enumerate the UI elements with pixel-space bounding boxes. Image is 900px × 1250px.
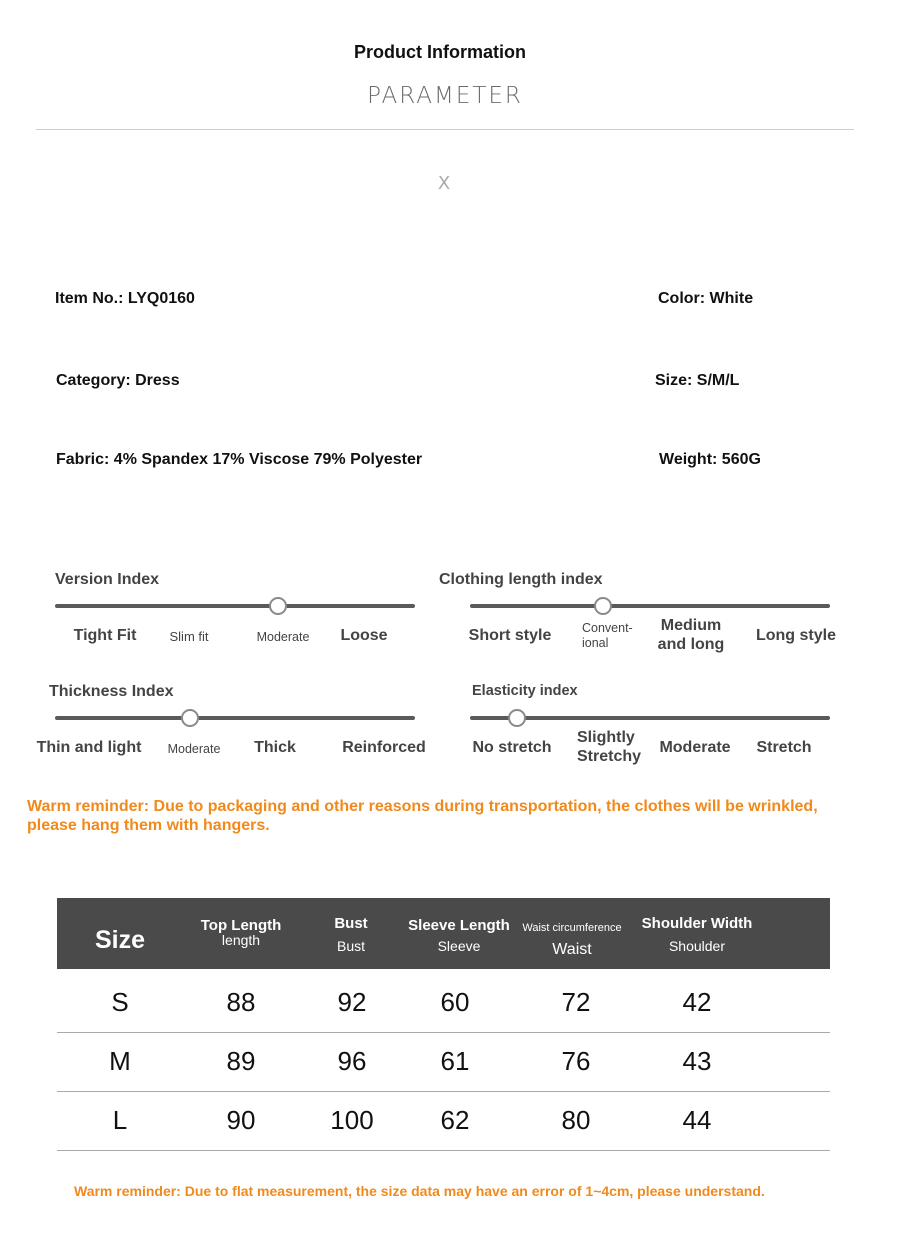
header-waist [517, 918, 627, 960]
clothing-length-index-title: Clothing length index [439, 571, 603, 588]
category-info: Category: Dress [56, 372, 180, 389]
table-row [57, 1091, 830, 1151]
header-top-length [191, 916, 291, 946]
elasticity-index-title: Elasticity index [472, 683, 578, 699]
cell-sleeve: 61 [440, 1046, 470, 1076]
cell-top-length: 89 [226, 1046, 256, 1076]
slider-label: Slightly Stretchy [577, 729, 642, 765]
header-line2: Waist [552, 941, 592, 958]
slider-knob[interactable] [594, 597, 612, 615]
cell-waist: 72 [561, 987, 591, 1017]
header-line2: Sleeve [437, 938, 481, 954]
table-row [57, 973, 830, 1033]
header-line2: Bust [336, 938, 365, 954]
cell-sleeve: 60 [440, 987, 470, 1017]
cell-size: S [111, 987, 129, 1017]
thickness-slider[interactable] [55, 716, 415, 720]
header-shoulder-width [639, 914, 755, 956]
fabric-info: Fabric: 4% Spandex 17% Viscose 79% Polyester [56, 451, 423, 468]
size-info: Size: S/M/L [655, 372, 740, 389]
slider-knob[interactable] [181, 709, 199, 727]
cell-shoulder: 43 [682, 1046, 712, 1076]
slider-knob[interactable] [508, 709, 526, 727]
header-size [80, 926, 160, 955]
clothing-length-slider[interactable] [470, 604, 830, 608]
slider-knob[interactable] [269, 597, 287, 615]
header-line1: Bust [334, 915, 368, 932]
version-index-title: Version Index [55, 571, 160, 588]
header-bust [311, 914, 391, 956]
cell-bust: 100 [330, 1105, 374, 1135]
cell-shoulder: 42 [682, 987, 712, 1017]
slider-label: Convent- ional [582, 621, 633, 650]
header-line2: length [221, 932, 261, 948]
cell-waist: 76 [561, 1046, 591, 1076]
header-line1: Waist circumference [522, 922, 622, 934]
cell-top-length: 88 [226, 987, 256, 1017]
thickness-index-title: Thickness Index [49, 683, 174, 700]
cell-bust: 92 [337, 987, 367, 1017]
item-number: Item No.: LYQ0160 [55, 290, 195, 307]
slider-label: Medium and long [657, 617, 725, 653]
header-line1: Top Length [200, 917, 282, 934]
slider-label: No stretch [472, 739, 552, 756]
size-table-header [57, 898, 830, 969]
slider-label: Reinforced [342, 739, 426, 756]
slider-label: Moderate [167, 742, 221, 756]
slider-label: Slim fit [169, 629, 209, 644]
header-line1: Sleeve Length [408, 917, 510, 934]
header-sleeve-length [406, 916, 512, 956]
measurement-reminder: Warm reminder: Due to flat measurement, the size data may have an error of 1~4cm, please understand. [74, 1183, 765, 1199]
cell-top-length: 90 [226, 1105, 256, 1135]
weight-info: Weight: 560G [659, 451, 761, 468]
slider-label: Stretch [756, 739, 812, 756]
elasticity-slider[interactable] [470, 716, 830, 720]
header-line2: Shoulder [668, 938, 726, 954]
cell-sleeve: 62 [440, 1105, 470, 1135]
version-index-slider[interactable] [55, 604, 415, 608]
slider-label: Thick [254, 739, 296, 756]
slider-label: Moderate [659, 739, 731, 756]
cell-bust: 96 [337, 1046, 367, 1076]
slider-label: Thin and light [36, 739, 142, 756]
header-size-label: Size [94, 926, 146, 954]
close-icon[interactable]: X [437, 173, 451, 194]
color-info: Color: White [658, 290, 754, 307]
packaging-reminder: Warm reminder: Due to packaging and other reasons during transportation, the clothes will be wrinkled, please hang them with hangers. [27, 798, 818, 834]
slider-label: Loose [340, 627, 388, 644]
slider-label: Short style [468, 627, 552, 644]
table-row [57, 1032, 830, 1092]
header-divider [36, 129, 854, 130]
header-line1: Shoulder Width [641, 915, 753, 932]
cell-shoulder: 44 [682, 1105, 712, 1135]
cell-size: L [112, 1105, 128, 1135]
page-subtitle: PARAMETER [367, 83, 523, 109]
page-title: Product Information [354, 42, 526, 62]
cell-waist: 80 [561, 1105, 591, 1135]
cell-size: M [109, 1046, 131, 1076]
slider-label: Moderate [256, 630, 310, 644]
slider-label: Tight Fit [73, 627, 137, 644]
slider-label: Long style [755, 627, 836, 644]
